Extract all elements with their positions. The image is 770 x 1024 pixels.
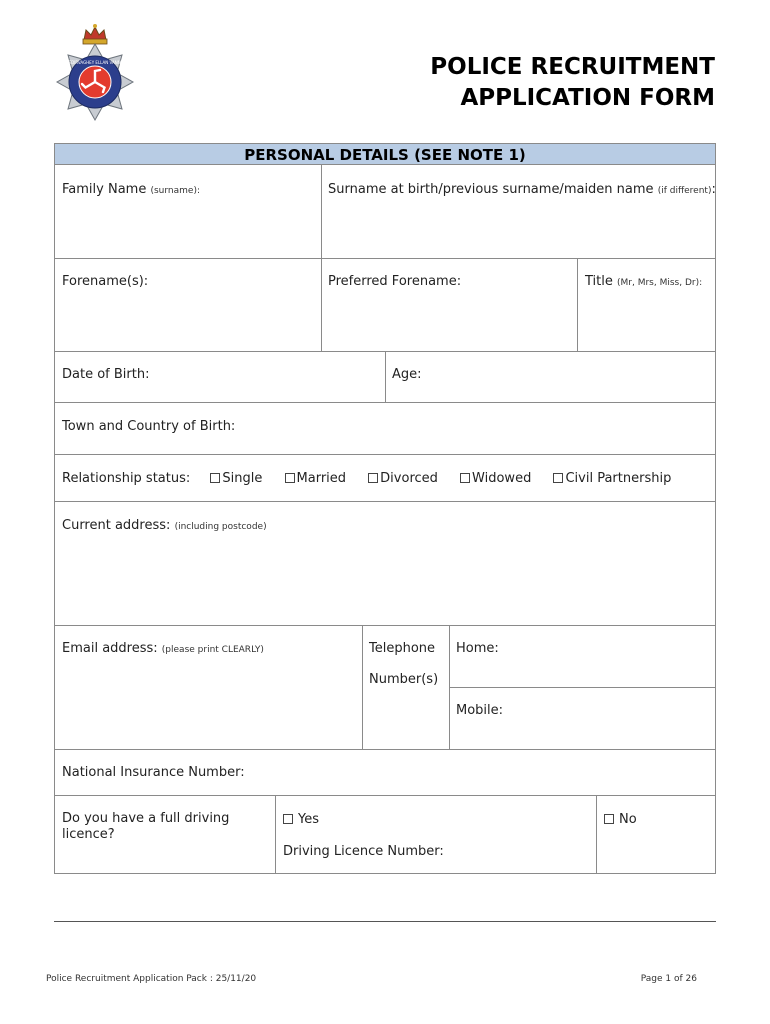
- driving-licence-question: Do you have a full driving licence?: [62, 811, 230, 842]
- ni-number-label: National Insurance Number:: [62, 765, 245, 780]
- checkbox-icon: [285, 473, 295, 483]
- row-divider: [55, 625, 715, 626]
- email-field[interactable]: [56, 660, 360, 747]
- option-divorced[interactable]: Divorced: [368, 471, 438, 486]
- footer-document-info: Police Recruitment Application Pack : 25/11/20: [46, 974, 257, 984]
- section-heading: PERSONAL DETAILS (SEE NOTE 1): [244, 146, 526, 164]
- driving-no-option[interactable]: No: [604, 811, 637, 828]
- section-header-bar: [55, 144, 715, 165]
- row-divider: [55, 454, 715, 455]
- driving-licence-number-label: Driving Licence Number:: [283, 844, 444, 859]
- divider: [596, 795, 597, 874]
- crest-text: MEDIRVAGHEY ELLAN VANNIN: [65, 60, 125, 65]
- surname-at-birth-field[interactable]: [323, 200, 715, 256]
- checkbox-icon: [604, 814, 614, 824]
- footer-divider: [54, 921, 716, 922]
- forenames-field[interactable]: [56, 292, 320, 349]
- relationship-status-row: [62, 470, 689, 487]
- age-label: Age:: [392, 367, 422, 382]
- divider: [362, 625, 363, 749]
- star-badge-icon: [57, 44, 133, 120]
- town-country-birth-label: Town and Country of Birth:: [62, 419, 236, 434]
- page-title: [430, 52, 715, 114]
- police-crest-logo: [50, 22, 140, 122]
- row-divider: [55, 501, 715, 502]
- row-divider: [55, 749, 715, 750]
- driving-yes-option[interactable]: Yes: [283, 811, 319, 828]
- divider: [577, 258, 578, 351]
- title-line-2: APPLICATION FORM: [460, 85, 715, 111]
- option-civil-partnership[interactable]: Civil Partnership: [553, 471, 671, 486]
- phone-divider: [450, 687, 715, 688]
- current-address-field[interactable]: [56, 537, 714, 623]
- family-name-field[interactable]: [56, 200, 320, 256]
- divider: [385, 351, 386, 402]
- email-label: Email address: (please print CLEARLY): [62, 641, 264, 656]
- crown-icon: [83, 24, 107, 44]
- checkbox-icon: [460, 473, 470, 483]
- checkbox-icon: [553, 473, 563, 483]
- numbers-label: Number(s): [369, 672, 439, 687]
- option-widowed[interactable]: Widowed: [460, 471, 531, 486]
- row-divider: [55, 402, 715, 403]
- personal-details-form: [54, 143, 716, 874]
- preferred-forename-field[interactable]: [323, 292, 575, 349]
- title-label: Title (Mr, Mrs, Miss, Dr):: [585, 274, 703, 289]
- divider: [275, 795, 276, 874]
- current-address-label: Current address: (including postcode): [62, 518, 267, 533]
- forenames-label: Forename(s):: [62, 274, 149, 289]
- title-field[interactable]: [579, 292, 715, 349]
- surname-at-birth-label: Surname at birth/previous surname/maiden name (if different):: [328, 182, 716, 197]
- home-phone-label: Home:: [456, 641, 499, 656]
- option-married[interactable]: Married: [285, 471, 347, 486]
- mobile-phone-label: Mobile:: [456, 703, 504, 718]
- checkbox-icon: [283, 814, 293, 824]
- title-line-1: POLICE RECRUITMENT: [430, 54, 715, 80]
- footer-page-number: Page 1 of 26: [640, 974, 697, 984]
- family-name-label: Family Name (surname):: [62, 182, 200, 197]
- date-of-birth-label: Date of Birth:: [62, 367, 150, 382]
- checkbox-icon: [210, 473, 220, 483]
- row-divider: [55, 795, 715, 796]
- telephone-label: Telephone: [369, 641, 436, 656]
- row-divider: [55, 258, 715, 259]
- checkbox-icon: [368, 473, 378, 483]
- preferred-forename-label: Preferred Forename:: [328, 274, 462, 289]
- option-single[interactable]: Single: [210, 471, 262, 486]
- relationship-status-label: Relationship status:: [62, 471, 191, 486]
